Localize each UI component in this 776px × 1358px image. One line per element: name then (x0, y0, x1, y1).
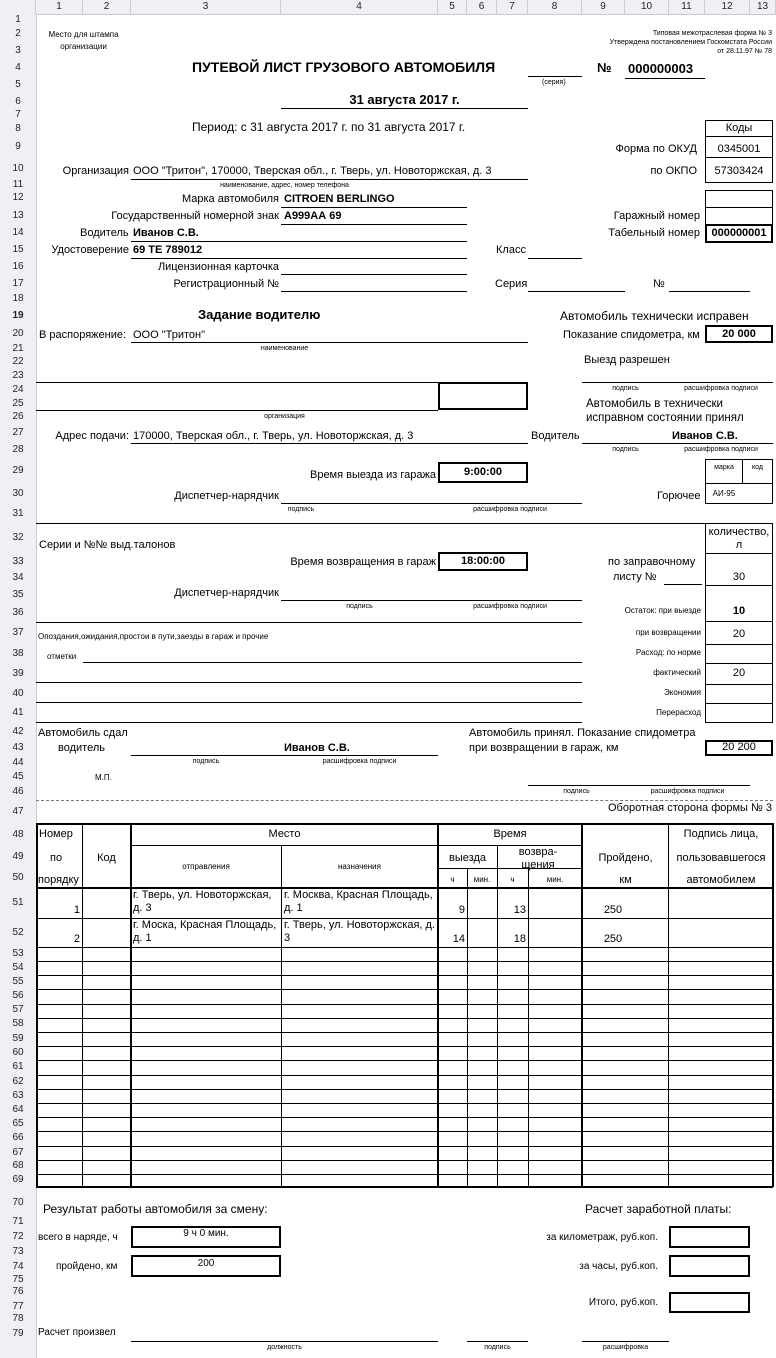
row-number[interactable]: 6 (15, 96, 21, 107)
plate-value[interactable]: А999АА 69 (284, 210, 342, 222)
return-time-value[interactable]: 18:00:00 (460, 555, 506, 567)
position-hint: должность (267, 1344, 302, 1351)
row-number[interactable]: 72 (12, 1231, 24, 1242)
tab-number-label: Табельный номер (608, 227, 700, 239)
h-distance: Пройдено, (598, 852, 653, 864)
row-number[interactable]: 76 (12, 1286, 24, 1297)
marks-label: отметки (47, 652, 77, 661)
decode-hint: расшифровка подписи (684, 385, 758, 392)
h-hour: ч (450, 875, 455, 884)
decode-hint: расшифровка подписи (684, 446, 758, 453)
decode-hint: расшифровка подписи (473, 506, 547, 513)
sig-hint: подпись (563, 788, 590, 795)
row-number[interactable]: 26 (12, 411, 24, 422)
table-row[interactable] (36, 989, 773, 990)
row-number[interactable]: 69 (12, 1174, 24, 1185)
exit-allowed-label: Выезд разрешен (584, 354, 670, 366)
return-odometer-value[interactable]: 20 200 (722, 741, 756, 753)
trip-to[interactable]: г. Тверь, ул. Новоторжская, д. 3 (284, 919, 435, 944)
row-number[interactable]: 12 (12, 192, 24, 203)
series-hint: (серия) (542, 79, 566, 86)
column-header-bar (0, 0, 776, 15)
disposal-value[interactable]: ООО "Тритон" (133, 329, 206, 341)
table-row[interactable] (36, 1046, 773, 1047)
row-number[interactable]: 67 (12, 1147, 24, 1158)
per-hour-cell[interactable] (669, 1255, 750, 1277)
row-number[interactable]: 17 (12, 278, 24, 289)
row-number[interactable]: 79 (12, 1328, 24, 1339)
task-driver-name[interactable]: Иванов С.В. (672, 430, 738, 442)
fuel-code-head: код (752, 464, 763, 471)
row-number[interactable]: 39 (12, 668, 24, 679)
h-distance: км (619, 874, 632, 886)
calc-by-label: Расчет произвел (38, 1327, 116, 1338)
address-label: Адрес подачи: (55, 430, 129, 442)
coupons-label: Серии и №№ выд.талонов (39, 539, 176, 551)
document-date[interactable]: 31 августа 2017 г. (349, 92, 460, 107)
row-number[interactable]: 33 (12, 556, 24, 567)
fuel-sheet-label: по заправочному (608, 556, 696, 568)
h-sign: автомобилем (686, 874, 756, 886)
row-number[interactable]: 50 (12, 872, 24, 883)
no-label: № (653, 278, 665, 290)
per-km-cell[interactable] (669, 1226, 750, 1248)
row-number[interactable]: 13 (12, 210, 24, 221)
row-number[interactable]: 15 (12, 244, 24, 255)
row-number[interactable]: 66 (12, 1132, 24, 1143)
row-number[interactable]: 62 (12, 1076, 24, 1087)
row-header-bar (0, 14, 37, 1358)
row-number[interactable]: 59 (12, 1033, 24, 1044)
license-value[interactable]: 69 ТЕ 789012 (133, 244, 203, 256)
fuel-brand-head: марка (714, 464, 734, 471)
h-number: порядку (38, 874, 79, 886)
row-number[interactable]: 40 (12, 688, 24, 699)
fuel-label: Горючее (657, 490, 701, 502)
h-hour: ч (510, 875, 515, 884)
row-number[interactable]: 31 (12, 508, 24, 519)
accepted-odometer-label: Автомобиль принял. Показание спидометра (469, 727, 696, 739)
return-time-label: Время возвращения в гараж (290, 556, 436, 568)
sig-hint: подпись (287, 506, 315, 513)
row-number[interactable]: 42 (12, 726, 24, 737)
decode-hint: расшифровка подписи (650, 788, 725, 795)
column-header[interactable]: 5 (438, 0, 467, 14)
number-sign: № (597, 60, 612, 75)
gave-driver-name[interactable]: Иванов С.В. (284, 742, 350, 754)
row-number[interactable]: 9 (15, 141, 21, 152)
row-number[interactable]: 64 (12, 1104, 24, 1115)
row-number[interactable]: 43 (12, 742, 24, 753)
row-number[interactable]: 70 (12, 1197, 24, 1208)
return-rest-value[interactable]: 20 (732, 628, 746, 640)
plate-label: Государственный номерной знак (111, 210, 279, 222)
column-header[interactable]: 3 (131, 0, 281, 14)
row-number[interactable]: 27 (12, 427, 24, 438)
license-label: Удостоверение (51, 244, 129, 256)
h-place: Место (268, 828, 301, 840)
on-return-label: при возвращении в гараж, км (469, 742, 619, 754)
row-number[interactable]: 3 (15, 45, 21, 56)
accepted-label: исправном состоянии принял (586, 412, 744, 424)
okpo-label: по ОКПО (650, 165, 697, 177)
okud-value: 0345001 (717, 143, 761, 155)
row-number[interactable]: 35 (12, 589, 24, 600)
fuel-sheet-qty[interactable]: 30 (732, 571, 746, 583)
row-number[interactable]: 20 (12, 328, 24, 339)
row-number[interactable]: 24 (12, 384, 24, 395)
row-number[interactable]: 5 (15, 79, 21, 90)
table-row[interactable] (36, 1032, 773, 1033)
row-number[interactable]: 28 (12, 444, 24, 455)
reverse-side-label: Оборотная сторона формы № 3 (607, 802, 772, 814)
row-number[interactable]: 49 (12, 851, 24, 862)
results-title: Результат работы автомобиля за смену: (43, 1202, 268, 1216)
row-number[interactable]: 32 (12, 532, 24, 543)
row-number[interactable]: 56 (12, 990, 24, 1001)
stamp-label: организации (60, 42, 107, 51)
okpo-value: 57303424 (714, 165, 764, 177)
trip-from[interactable]: г. Моска, Красная Площадь, д. 1 (133, 919, 277, 944)
row-number[interactable]: 71 (12, 1216, 24, 1227)
odometer-value[interactable]: 20 000 (722, 328, 756, 340)
qty-label: количество, л (708, 526, 770, 551)
trip-number: 2 (73, 933, 80, 945)
h-sign: пользовавшегося (676, 852, 766, 864)
trip-km[interactable]: 250 (603, 904, 623, 916)
column-header[interactable]: 2 (83, 0, 131, 14)
trip-number: 1 (73, 904, 80, 916)
row-number[interactable]: 23 (12, 370, 24, 381)
overrun-cell (705, 703, 773, 723)
fuel-sheet-label: листу № (613, 571, 657, 583)
column-header[interactable]: 11 (669, 0, 705, 14)
h-from: отправления (182, 862, 230, 871)
accepted-label: Автомобиль в технически (586, 398, 723, 410)
class-label: Класс (496, 244, 526, 256)
sum-cell[interactable] (669, 1292, 750, 1313)
stamp-label: Место для штампа (48, 30, 119, 39)
row-number[interactable]: 48 (12, 829, 24, 840)
brand-label: Марка автомобиля (181, 193, 279, 205)
row-number[interactable]: 73 (12, 1246, 24, 1257)
dispatcher-label: Диспетчер-нарядчик (174, 490, 279, 502)
series-label: Серия (495, 278, 528, 290)
corner-cell[interactable] (0, 0, 36, 14)
table-row[interactable] (36, 1075, 773, 1076)
row-number[interactable]: 7 (15, 109, 21, 120)
h-min: мин. (473, 875, 491, 884)
period: Период: с 31 августа 2017 г. по 31 августа 2017 г. (192, 120, 466, 134)
km-value[interactable]: 200 (197, 1258, 215, 1269)
row-number[interactable]: 75 (12, 1274, 24, 1285)
row-number[interactable]: 55 (12, 976, 24, 987)
exit-time-value[interactable]: 9:00:00 (464, 466, 502, 478)
row-number[interactable]: 38 (12, 648, 24, 659)
row-number[interactable]: 30 (12, 488, 24, 499)
trip-from[interactable]: г. Тверь, ул. Новоторжская, д. 3 (133, 889, 272, 914)
row-number[interactable]: 58 (12, 1018, 24, 1029)
h-return: возвра-щения (518, 846, 558, 871)
per-hour-label: за часы, руб.коп. (579, 1261, 658, 1272)
overrun-label: Перерасход (656, 708, 701, 717)
column-header[interactable]: 9 (582, 0, 625, 14)
garage-empty-cell (705, 190, 773, 208)
salary-title: Расчет заработной платы: (585, 1202, 732, 1216)
row-number[interactable]: 78 (12, 1313, 24, 1324)
table-row[interactable] (36, 1174, 773, 1175)
table-row[interactable] (36, 1089, 773, 1090)
task-driver-label: Водитель (531, 430, 580, 442)
h-sign: Подпись лица, (683, 828, 759, 840)
table-row[interactable] (36, 1004, 773, 1005)
row-number[interactable]: 46 (12, 786, 24, 797)
driver-word: водитель (58, 742, 105, 754)
h-code: Код (97, 852, 116, 864)
name-hint: наименование (260, 345, 309, 352)
row-number[interactable]: 51 (12, 897, 24, 908)
row-number[interactable]: 14 (12, 227, 24, 238)
trip-return-hour[interactable]: 18 (513, 933, 526, 945)
driver-value[interactable]: Иванов С.В. (133, 227, 199, 239)
document-title: ПУТЕВОЙ ЛИСТ ГРУЗОВОГО АВТОМОБИЛЯ (192, 59, 496, 75)
gave-label: Автомобиль сдал (38, 727, 128, 739)
brand-value[interactable]: CITROEN BERLINGO (284, 193, 395, 205)
trip-to[interactable]: г. Москва, Красная Площадь, д. 1 (284, 889, 433, 914)
table-row[interactable] (36, 1060, 773, 1061)
column-header[interactable]: 1 (36, 0, 83, 14)
org-label: Организация (62, 165, 129, 177)
sig-hint: подпись (346, 603, 373, 610)
exit-time-label: Время выезда из гаража (309, 469, 436, 481)
license-card-label: Лицензионная карточка (157, 261, 279, 273)
tech-ok-label: Автомобиль технически исправен (560, 309, 749, 323)
row-number[interactable]: 60 (12, 1047, 24, 1058)
fuel-value[interactable]: АИ-95 (712, 489, 736, 498)
decode-hint: расшифровка (602, 1344, 649, 1351)
decode-hint: расшифровка подписи (473, 603, 547, 610)
form-type-note: Типовая межотраслевая форма № 3 (652, 30, 772, 37)
row-number[interactable]: 37 (12, 627, 24, 638)
org-hint: наименование, адрес, номер телефона (220, 182, 349, 189)
garage-number-label: Гаражный номер (613, 210, 700, 222)
return-rest-label: при возвращении (635, 628, 701, 637)
trip-exit-hour[interactable]: 9 (458, 904, 465, 916)
reg-number-label: Регистрационный № (173, 278, 279, 290)
trip-exit-hour[interactable]: 14 (452, 933, 465, 945)
document-number[interactable]: 000000003 (628, 61, 694, 76)
row-number[interactable]: 29 (12, 465, 24, 476)
row-number[interactable]: 4 (15, 62, 21, 73)
row-number[interactable]: 18 (12, 293, 24, 304)
column-header[interactable]: 4 (281, 0, 438, 14)
h-number: Номер (39, 828, 73, 840)
economy-label: Экономия (664, 688, 701, 697)
row-number[interactable]: 10 (12, 163, 24, 174)
actual-label: фактический (653, 668, 701, 677)
row-number[interactable]: 47 (12, 806, 24, 817)
norm-label: Расход: по норме (635, 648, 701, 657)
km-label: пройдено, км (56, 1261, 118, 1272)
odometer-label: Показание спидометра, км (563, 329, 700, 341)
row-number[interactable]: 44 (12, 757, 24, 768)
actual-value[interactable]: 20 (732, 667, 746, 679)
org-value[interactable]: ООО "Тритон", 170000, Тверская обл., г. Тверь, ул. Новоторжская, д. 3 (133, 165, 492, 177)
table-row[interactable] (36, 1103, 773, 1104)
row-number[interactable]: 65 (12, 1118, 24, 1129)
row-number[interactable]: 57 (12, 1004, 24, 1015)
table-row[interactable] (36, 961, 773, 962)
decode-hint: расшифровка подписи (322, 758, 397, 765)
table-row[interactable] (36, 1018, 773, 1019)
h-exit: выезда (449, 852, 486, 864)
row-number[interactable]: 8 (15, 123, 21, 134)
codes-label: Коды (725, 122, 753, 134)
org-code-box[interactable] (438, 382, 528, 410)
rest-exit-label: Остаток: при выезде (624, 606, 701, 615)
per-km-label: за километраж, руб.коп. (546, 1232, 658, 1243)
row-number[interactable]: 53 (12, 948, 24, 959)
column-header[interactable]: 8 (528, 0, 582, 14)
row-number[interactable]: 2 (15, 28, 21, 39)
okud-label: Форма по ОКУД (615, 143, 697, 155)
column-header[interactable]: 7 (497, 0, 528, 14)
address-value[interactable]: 170000, Тверская обл., г. Тверь, ул. Новоторжская, д. 3 (133, 430, 414, 442)
column-header[interactable]: 6 (467, 0, 497, 14)
economy-cell (705, 684, 773, 704)
row-number[interactable]: 19 (12, 310, 24, 321)
sign-hint: подпись (484, 1344, 511, 1351)
trip-km[interactable]: 250 (603, 933, 623, 945)
row-number[interactable]: 77 (12, 1301, 24, 1312)
h-to: назначения (338, 862, 381, 871)
norm-cell (705, 644, 773, 664)
table-row[interactable] (36, 1160, 773, 1161)
sig-hint: подпись (612, 446, 639, 453)
disposal-label: В распоряжение: (39, 329, 127, 341)
table-row[interactable] (36, 1146, 773, 1147)
delays-label: Опоздания,ожидания,простои в пути,заезды в гараж и прочие (38, 632, 269, 641)
row-number[interactable]: 21 (12, 343, 24, 354)
table-row[interactable] (36, 1117, 773, 1118)
row-number[interactable]: 61 (12, 1061, 24, 1072)
sig-hint: подпись (192, 758, 220, 765)
row-number[interactable]: 45 (12, 771, 24, 782)
tab-number-value[interactable]: 000000001 (711, 227, 767, 239)
table-row[interactable] (36, 975, 773, 976)
trip-return-hour[interactable]: 13 (513, 904, 526, 916)
rest-exit-value[interactable]: 10 (732, 605, 746, 617)
row-number[interactable]: 36 (12, 607, 24, 618)
row-number[interactable]: 68 (12, 1160, 24, 1171)
total-hours-label: всего в наряде, ч (38, 1232, 118, 1243)
row-number[interactable]: 52 (12, 927, 24, 938)
row-number[interactable]: 54 (12, 962, 24, 973)
h-min: мин. (546, 875, 564, 884)
row-number[interactable]: 63 (12, 1090, 24, 1101)
sig-hint: подпись (612, 385, 639, 392)
row-number[interactable]: 16 (12, 261, 24, 272)
row-number[interactable]: 34 (12, 572, 24, 583)
table-row[interactable] (36, 1131, 773, 1132)
row-number[interactable]: 41 (12, 707, 24, 718)
row-number[interactable]: 1 (15, 14, 21, 25)
total-hours-value[interactable]: 9 ч 0 мин. (183, 1228, 229, 1239)
form-type-note: Утверждена постановлением Госкомстата России (609, 39, 772, 46)
row-number[interactable]: 11 (12, 179, 24, 190)
row-number[interactable]: 74 (12, 1261, 24, 1272)
task-title: Задание водителю (198, 307, 321, 322)
dispatcher-label: Диспетчер-нарядчик (174, 587, 279, 599)
form-type-note: от 28.11.97 № 78 (717, 48, 772, 55)
row-number[interactable]: 22 (12, 356, 24, 367)
column-header[interactable]: 13 (750, 0, 776, 14)
h-number: по (50, 852, 63, 864)
org-hint: организация (264, 413, 305, 420)
stamp-place: М.П. (95, 773, 112, 782)
row-number[interactable]: 25 (12, 398, 24, 409)
garage-number-cell[interactable] (705, 207, 773, 225)
column-header[interactable]: 10 (625, 0, 669, 14)
sum-label: Итого, руб.коп. (588, 1297, 658, 1308)
column-header[interactable]: 12 (705, 0, 750, 14)
h-time: Время (493, 828, 527, 840)
driver-label: Водитель (80, 227, 129, 239)
